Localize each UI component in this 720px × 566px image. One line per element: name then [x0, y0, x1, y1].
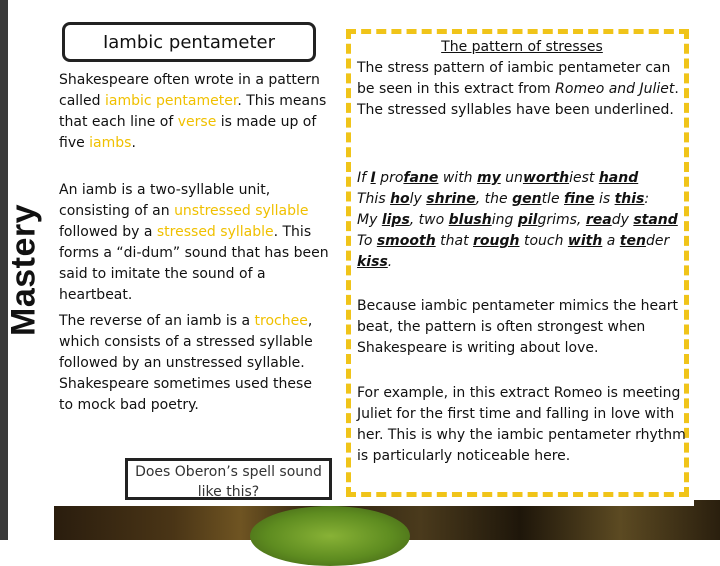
poem-line-4: [357, 233, 669, 249]
heartbeat-paragraph: Because iambic pentameter mimics the heart beat, the pattern is often strongest when Shakespeare is writing about love.: [357, 298, 678, 356]
stressed-syllable: I: [370, 170, 376, 186]
syllable: My: [357, 212, 382, 228]
stressed-syllable: with: [567, 233, 603, 249]
syllable: ly: [409, 191, 427, 207]
syllable: der: [645, 233, 670, 249]
mastery-label: [0, 0, 48, 540]
syllable: If: [357, 170, 371, 186]
text-run: An iamb is a two-syllable unit, consisting of an: [59, 182, 271, 219]
title-box: [62, 22, 316, 62]
trochee-paragraph: [59, 311, 329, 416]
syllable: pro: [375, 170, 404, 186]
question-box: [125, 458, 332, 500]
syllable: :: [644, 191, 650, 207]
text-run: . This forms a “di-dum” sound that has been said to imitate the sound of a heartbeat.: [59, 224, 329, 303]
stressed-syllable: this: [614, 191, 645, 207]
syllable: is: [594, 191, 615, 207]
poem-line-1: [357, 170, 638, 186]
highlight-term: iambic pentameter: [105, 93, 238, 109]
stressed-syllable: pil: [517, 212, 538, 228]
text-run: , which consists of a stressed syllable followed by an unstressed syllable. Shakespeare sometimes used these to mock bad poetry.: [59, 313, 313, 413]
poem-line-3: [357, 212, 678, 228]
leaf-image: [250, 506, 410, 566]
section-heading: The pattern of stresses: [441, 39, 603, 55]
title-text: Iambic pentameter: [102, 31, 276, 53]
syllable: grims,: [537, 212, 586, 228]
text-run: . The stressed syllables have been underlined.: [357, 81, 679, 118]
stressed-syllable: ten: [619, 233, 646, 249]
syllable: tle: [541, 191, 565, 207]
question-text: Does Oberon’s spell sound like this?: [135, 464, 322, 500]
poem-line-5: [357, 254, 392, 270]
slide-edge: [694, 0, 720, 500]
text-run: . This means that each line of: [59, 93, 327, 130]
stress-intro: [357, 58, 687, 121]
syllable: dy: [611, 212, 634, 228]
stressed-syllable: lips: [381, 212, 410, 228]
poem-line-2: [357, 191, 649, 207]
stressed-syllable: shrine: [426, 191, 476, 207]
syllable: , two: [409, 212, 449, 228]
syllable: with: [438, 170, 478, 186]
syllable: This: [357, 191, 391, 207]
text-run: followed by a: [59, 224, 157, 240]
stressed-syllable: gen: [512, 191, 542, 207]
text-run: The reverse of an iamb is a: [59, 313, 255, 329]
text-run: is made up of five: [59, 114, 317, 151]
syllable: touch: [519, 233, 568, 249]
stressed-syllable: stand: [633, 212, 678, 228]
text-run: The stress pattern of iambic pentameter can be seen in this extract from: [357, 60, 671, 97]
syllable: .: [387, 254, 393, 270]
syllable: un: [500, 170, 523, 186]
syllable: , the: [475, 191, 513, 207]
mastery-text: Mastery: [4, 203, 43, 337]
syllable: iest: [569, 170, 599, 186]
stressed-syllable: blush: [448, 212, 492, 228]
stressed-syllable: hand: [598, 170, 639, 186]
stressed-syllable: fane: [403, 170, 439, 186]
highlight-term: iambs: [89, 135, 132, 151]
stressed-syllable: rea: [585, 212, 612, 228]
syllable: To: [357, 233, 377, 249]
syllable: that: [435, 233, 474, 249]
syllable: a: [602, 233, 620, 249]
stressed-syllable: ho: [390, 191, 410, 207]
highlight-term: verse: [177, 114, 217, 130]
iamb-paragraph: [59, 180, 329, 306]
stressed-syllable: rough: [473, 233, 520, 249]
stressed-syllable: fine: [564, 191, 595, 207]
syllable: ing: [491, 212, 518, 228]
stressed-syllable: kiss: [357, 254, 388, 270]
stressed-syllable: smooth: [376, 233, 436, 249]
example-paragraph: For example, in this extract Romeo is meeting Juliet for the first time and falling in love with her. This is why the iambic pentameter rhythm is particularly noticeable here.: [357, 385, 686, 464]
highlight-term: unstressed syllable: [174, 203, 309, 219]
poem-extract: [357, 168, 687, 273]
work-title: Romeo and Juliet: [555, 81, 675, 97]
text-run: Shakespeare often wrote in a pattern called: [59, 72, 320, 109]
intro-paragraph: [59, 70, 329, 154]
highlight-term: stressed syllable: [156, 224, 274, 240]
stressed-syllable: worth: [522, 170, 570, 186]
stressed-syllable: my: [477, 170, 501, 186]
text-run: .: [131, 135, 136, 151]
highlight-term: trochee: [254, 313, 308, 329]
